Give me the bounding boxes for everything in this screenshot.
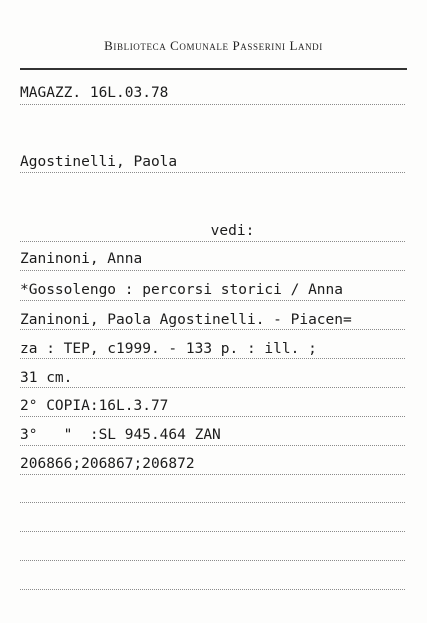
description-line: Zaninoni, Paola Agostinelli. - Piacen= (20, 312, 352, 328)
ruled-line (20, 531, 405, 532)
shelfmark: MAGAZZ. 16L.03.78 (20, 85, 169, 101)
author-heading: Agostinelli, Paola (20, 154, 178, 170)
ruled-line (20, 502, 405, 503)
ruled-line (20, 358, 405, 359)
ruled-line (20, 329, 405, 330)
ruled-line (20, 300, 405, 301)
ruled-line (20, 387, 405, 388)
second-copy: 2° COPIA:16L.3.77 (20, 398, 169, 414)
ruled-line (20, 416, 405, 417)
ruled-line (20, 474, 405, 475)
description-line: *Gossolengo : percorsi storici / Anna (20, 282, 344, 298)
ruled-line (20, 560, 405, 561)
ruled-line (20, 241, 405, 242)
library-header: Biblioteca Comunale Passerini Landi (104, 38, 323, 53)
see-reference-label: vedi: (210, 223, 255, 239)
ruled-line (20, 172, 405, 173)
ruled-line (20, 104, 405, 105)
third-copy: 3° " :SL 945.464 ZAN (20, 427, 221, 443)
see-author: Zaninoni, Anna (20, 251, 143, 267)
ruled-line (20, 589, 405, 590)
inventory-numbers: 206866;206867;206872 (20, 456, 195, 472)
description-line: 31 cm. (20, 370, 73, 386)
ruled-line (20, 445, 405, 446)
header-rule (20, 68, 407, 70)
ruled-line (20, 270, 405, 271)
description-line: za : TEP, c1999. - 133 p. : ill. ; (20, 341, 317, 357)
